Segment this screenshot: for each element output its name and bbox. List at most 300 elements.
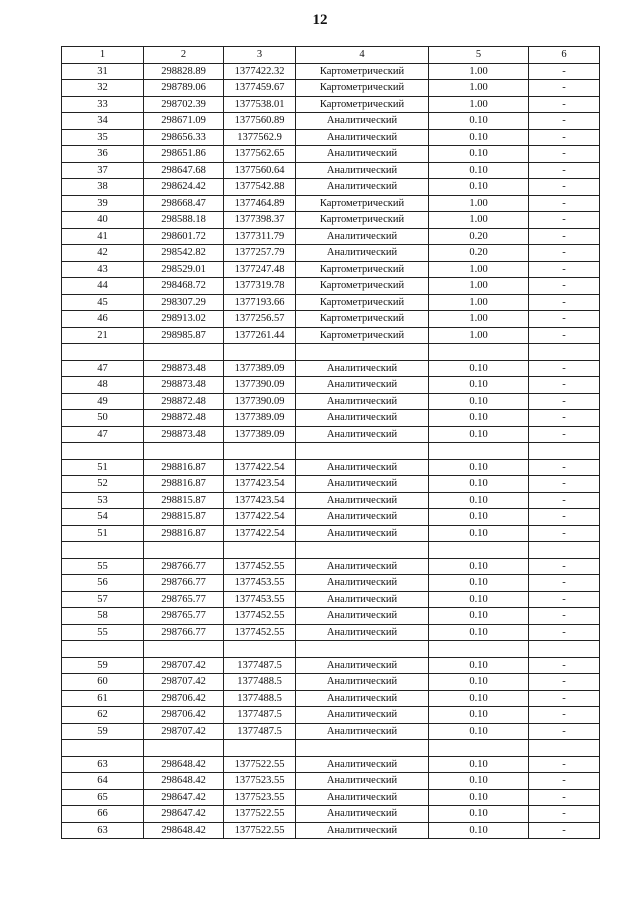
table-cell: 0.10	[429, 690, 529, 707]
table-cell: 0.10	[429, 426, 529, 443]
table-cell	[529, 542, 600, 559]
table-header-row	[62, 47, 600, 64]
table-cell: Аналитический	[296, 756, 429, 773]
table-row	[62, 608, 600, 625]
table-cell: 35	[62, 129, 144, 146]
table-cell: 1377452.55	[224, 558, 296, 575]
table-cell: 56	[62, 575, 144, 592]
table-cell: Аналитический	[296, 146, 429, 163]
table-cell: Картометрический	[296, 80, 429, 97]
table-row	[62, 113, 600, 130]
page-number: 12	[312, 12, 328, 28]
table-row	[62, 657, 600, 674]
table-cell: 1377422.32	[224, 63, 296, 80]
table-cell: Аналитический	[296, 476, 429, 493]
table-cell: 298828.89	[144, 63, 224, 80]
table-cell: 52	[62, 476, 144, 493]
table-cell: 31	[62, 63, 144, 80]
table-cell: 298668.47	[144, 195, 224, 212]
table-row	[62, 146, 600, 163]
table-cell: 298766.77	[144, 558, 224, 575]
table-cell: Картометрический	[296, 327, 429, 344]
table-cell: Аналитический	[296, 558, 429, 575]
table-cell	[224, 443, 296, 460]
table-row	[62, 525, 600, 542]
table-cell: 1377398.37	[224, 212, 296, 229]
table-cell: 298651.86	[144, 146, 224, 163]
table-cell: -	[529, 773, 600, 790]
table-cell: 64	[62, 773, 144, 790]
table-row	[62, 674, 600, 691]
table-cell: 298816.87	[144, 459, 224, 476]
table-cell: 60	[62, 674, 144, 691]
table-cell: Аналитический	[296, 773, 429, 790]
table-cell: 298789.06	[144, 80, 224, 97]
table-cell: -	[529, 525, 600, 542]
table-row	[62, 476, 600, 493]
table-cell: 1377560.64	[224, 162, 296, 179]
table-cell: 1.00	[429, 212, 529, 229]
table-cell: -	[529, 674, 600, 691]
table-cell: 59	[62, 723, 144, 740]
table-cell: 1377193.66	[224, 294, 296, 311]
table-cell: 1377452.55	[224, 608, 296, 625]
table-row	[62, 591, 600, 608]
table-cell	[224, 344, 296, 361]
table-row	[62, 212, 600, 229]
table-row	[62, 80, 600, 97]
table-cell: -	[529, 212, 600, 229]
table-cell: -	[529, 195, 600, 212]
table-cell: 0.10	[429, 146, 529, 163]
table-cell: Аналитический	[296, 789, 429, 806]
table-cell: 41	[62, 228, 144, 245]
table-cell	[62, 344, 144, 361]
table-cell	[529, 344, 600, 361]
table-cell: 1377319.78	[224, 278, 296, 295]
table-cell	[144, 542, 224, 559]
table-cell	[529, 443, 600, 460]
table-cell: 0.10	[429, 360, 529, 377]
table-cell	[429, 641, 529, 658]
table-cell: 298707.42	[144, 723, 224, 740]
table-cell: 1377422.54	[224, 459, 296, 476]
table-cell: 0.10	[429, 789, 529, 806]
table-row	[62, 740, 600, 757]
table-cell: 0.10	[429, 773, 529, 790]
table-row	[62, 63, 600, 80]
table-row	[62, 410, 600, 427]
table-cell: 1.00	[429, 327, 529, 344]
table-row	[62, 360, 600, 377]
table-cell: 1.00	[429, 63, 529, 80]
table-cell: Картометрический	[296, 195, 429, 212]
table-cell: 0.20	[429, 245, 529, 262]
table-cell: -	[529, 806, 600, 823]
table-cell: 45	[62, 294, 144, 311]
table-cell: 1377452.55	[224, 624, 296, 641]
table-cell	[224, 641, 296, 658]
table-row	[62, 690, 600, 707]
table-cell: 32	[62, 80, 144, 97]
table-cell: 1377261.44	[224, 327, 296, 344]
table-cell: -	[529, 360, 600, 377]
table-cell: 62	[62, 707, 144, 724]
table-cell: 1377453.55	[224, 575, 296, 592]
table-cell	[429, 740, 529, 757]
table-cell: 0.10	[429, 393, 529, 410]
table-cell: 298648.42	[144, 756, 224, 773]
table-cell	[529, 740, 600, 757]
table-cell: -	[529, 393, 600, 410]
table-cell: 0.20	[429, 228, 529, 245]
table-cell: 298542.82	[144, 245, 224, 262]
table-cell: 47	[62, 360, 144, 377]
table-row	[62, 558, 600, 575]
table-cell: -	[529, 96, 600, 113]
table-cell: 298648.42	[144, 773, 224, 790]
table-row	[62, 311, 600, 328]
coordinates-table	[61, 46, 600, 839]
table-cell: -	[529, 459, 600, 476]
table-cell: 1377459.67	[224, 80, 296, 97]
table-cell: 53	[62, 492, 144, 509]
table-cell: 0.10	[429, 624, 529, 641]
table-cell	[62, 641, 144, 658]
table-cell: Аналитический	[296, 690, 429, 707]
table-cell: 298913.02	[144, 311, 224, 328]
table-cell: Аналитический	[296, 806, 429, 823]
table-cell: -	[529, 575, 600, 592]
table-cell: -	[529, 822, 600, 839]
table-cell: 1377488.5	[224, 690, 296, 707]
table-cell: 0.10	[429, 657, 529, 674]
table-cell: -	[529, 80, 600, 97]
table-cell: 1.00	[429, 195, 529, 212]
table-cell: Картометрический	[296, 96, 429, 113]
table-cell: 298765.77	[144, 608, 224, 625]
table-cell: -	[529, 707, 600, 724]
table-cell: 43	[62, 261, 144, 278]
table-cell: 47	[62, 426, 144, 443]
table-row	[62, 575, 600, 592]
table-cell: 50	[62, 410, 144, 427]
table-cell: Аналитический	[296, 360, 429, 377]
column-header: 5	[429, 47, 529, 64]
table-row	[62, 179, 600, 196]
table-cell: 298766.77	[144, 575, 224, 592]
table-cell: 1377562.9	[224, 129, 296, 146]
table-cell: 42	[62, 245, 144, 262]
table-cell: 298707.42	[144, 657, 224, 674]
table-cell: 298815.87	[144, 509, 224, 526]
table-cell: Аналитический	[296, 492, 429, 509]
table-cell: -	[529, 377, 600, 394]
table-cell: 298706.42	[144, 690, 224, 707]
table-row	[62, 641, 600, 658]
table-cell: 1377523.55	[224, 773, 296, 790]
table-cell: 0.10	[429, 822, 529, 839]
table-cell: Аналитический	[296, 674, 429, 691]
table-cell: Аналитический	[296, 624, 429, 641]
table-cell: -	[529, 245, 600, 262]
table-cell	[429, 542, 529, 559]
table-cell: 1377522.55	[224, 822, 296, 839]
table-cell: 1377389.09	[224, 410, 296, 427]
table-cell: 1377390.09	[224, 377, 296, 394]
table-row	[62, 624, 600, 641]
table-cell: 0.10	[429, 113, 529, 130]
table-cell: 33	[62, 96, 144, 113]
table-cell: Аналитический	[296, 707, 429, 724]
table-row	[62, 723, 600, 740]
table-cell: 0.10	[429, 756, 529, 773]
table-cell: -	[529, 591, 600, 608]
table-cell: -	[529, 294, 600, 311]
table-cell: -	[529, 228, 600, 245]
table-cell	[296, 443, 429, 460]
table-cell	[296, 542, 429, 559]
table-row	[62, 294, 600, 311]
table-cell: 298815.87	[144, 492, 224, 509]
table-cell: 21	[62, 327, 144, 344]
table-cell: 1377422.54	[224, 525, 296, 542]
table-row	[62, 129, 600, 146]
table-cell: 55	[62, 558, 144, 575]
table-cell: -	[529, 162, 600, 179]
table-cell: 1377423.54	[224, 492, 296, 509]
table-row	[62, 443, 600, 460]
table-cell: 1377389.09	[224, 426, 296, 443]
table-cell: Картометрический	[296, 278, 429, 295]
table-cell: 59	[62, 657, 144, 674]
table-cell: -	[529, 146, 600, 163]
table-cell	[144, 344, 224, 361]
table-cell: Аналитический	[296, 410, 429, 427]
table-cell	[296, 641, 429, 658]
table-row	[62, 245, 600, 262]
table-cell: 58	[62, 608, 144, 625]
table-cell: -	[529, 657, 600, 674]
table-cell: 0.10	[429, 410, 529, 427]
table-cell: 0.10	[429, 179, 529, 196]
table-cell: 298872.48	[144, 410, 224, 427]
table-row	[62, 393, 600, 410]
table-row	[62, 96, 600, 113]
table-row	[62, 542, 600, 559]
table-cell: 39	[62, 195, 144, 212]
table-cell: 34	[62, 113, 144, 130]
table-cell: 298307.29	[144, 294, 224, 311]
table-cell: 0.10	[429, 806, 529, 823]
table-cell: Аналитический	[296, 113, 429, 130]
table-cell: 1377389.09	[224, 360, 296, 377]
table-cell: 1.00	[429, 261, 529, 278]
table-cell: 0.10	[429, 723, 529, 740]
table-row	[62, 162, 600, 179]
table-cell: -	[529, 410, 600, 427]
table-cell: 54	[62, 509, 144, 526]
table-cell: Аналитический	[296, 245, 429, 262]
table-cell: 1.00	[429, 80, 529, 97]
table-row	[62, 459, 600, 476]
table-cell: 63	[62, 756, 144, 773]
table-cell: 0.10	[429, 608, 529, 625]
table-cell: -	[529, 756, 600, 773]
table-cell: -	[529, 509, 600, 526]
table-cell: Аналитический	[296, 228, 429, 245]
table-cell: -	[529, 327, 600, 344]
table-cell: 40	[62, 212, 144, 229]
table-cell: Аналитический	[296, 657, 429, 674]
table-cell: -	[529, 129, 600, 146]
table-cell: 0.10	[429, 162, 529, 179]
table-cell: 0.10	[429, 525, 529, 542]
table-cell: 0.10	[429, 558, 529, 575]
table-cell: Картометрический	[296, 294, 429, 311]
table-cell: 298671.09	[144, 113, 224, 130]
table-row	[62, 228, 600, 245]
table-cell: Картометрический	[296, 63, 429, 80]
table-cell: Аналитический	[296, 162, 429, 179]
table-cell: Аналитический	[296, 575, 429, 592]
table-row	[62, 756, 600, 773]
table-cell: -	[529, 690, 600, 707]
table-cell: 1377422.54	[224, 509, 296, 526]
table-cell: 1377487.5	[224, 723, 296, 740]
table-row	[62, 344, 600, 361]
table-cell: 298656.33	[144, 129, 224, 146]
table-cell: -	[529, 624, 600, 641]
table-cell: Аналитический	[296, 509, 429, 526]
table-cell: 1.00	[429, 278, 529, 295]
table-cell: -	[529, 311, 600, 328]
table-cell: 0.10	[429, 707, 529, 724]
table-cell: 55	[62, 624, 144, 641]
table-cell: -	[529, 558, 600, 575]
table-cell	[224, 740, 296, 757]
table-cell: 298873.48	[144, 377, 224, 394]
table-cell: 0.10	[429, 509, 529, 526]
table-cell: 1.00	[429, 96, 529, 113]
table-cell: 1377562.65	[224, 146, 296, 163]
table-cell: 0.10	[429, 129, 529, 146]
table-cell: -	[529, 789, 600, 806]
table-cell: -	[529, 113, 600, 130]
table-cell: 298707.42	[144, 674, 224, 691]
column-header: 2	[144, 47, 224, 64]
table-cell: 0.10	[429, 476, 529, 493]
table-cell: Картометрический	[296, 212, 429, 229]
table-cell: 36	[62, 146, 144, 163]
table-cell: 1.00	[429, 294, 529, 311]
table-cell: 298468.72	[144, 278, 224, 295]
table-cell: 1377538.01	[224, 96, 296, 113]
table-cell: 1377523.55	[224, 789, 296, 806]
table-body	[62, 63, 600, 839]
table-cell: 298706.42	[144, 707, 224, 724]
table-cell: 44	[62, 278, 144, 295]
table-cell: 298816.87	[144, 476, 224, 493]
table-row	[62, 822, 600, 839]
table-cell: Аналитический	[296, 459, 429, 476]
table-cell: 298872.48	[144, 393, 224, 410]
table-cell: Аналитический	[296, 608, 429, 625]
table-cell: 1377542.88	[224, 179, 296, 196]
table-cell: 298648.42	[144, 822, 224, 839]
table-cell: 298647.68	[144, 162, 224, 179]
table-row	[62, 278, 600, 295]
table-cell: -	[529, 179, 600, 196]
table-cell: 298765.77	[144, 591, 224, 608]
table-cell: Картометрический	[296, 311, 429, 328]
table-cell: Аналитический	[296, 723, 429, 740]
table-cell: 51	[62, 459, 144, 476]
table-cell: -	[529, 261, 600, 278]
table-cell: 1.00	[429, 311, 529, 328]
table-cell: 1377453.55	[224, 591, 296, 608]
table-cell: 0.10	[429, 674, 529, 691]
table-cell: 38	[62, 179, 144, 196]
column-header: 6	[529, 47, 600, 64]
table-cell	[144, 443, 224, 460]
table-row	[62, 426, 600, 443]
table-row	[62, 806, 600, 823]
column-header: 1	[62, 47, 144, 64]
table-cell	[429, 344, 529, 361]
table-cell: 1377560.89	[224, 113, 296, 130]
table-cell: 65	[62, 789, 144, 806]
table-cell: 1377464.89	[224, 195, 296, 212]
table-cell: Аналитический	[296, 377, 429, 394]
table-cell: 298624.42	[144, 179, 224, 196]
table-cell: -	[529, 63, 600, 80]
table-cell	[62, 740, 144, 757]
table-cell	[144, 641, 224, 658]
table-cell: 61	[62, 690, 144, 707]
table-cell: -	[529, 608, 600, 625]
table-row	[62, 492, 600, 509]
table-cell: 51	[62, 525, 144, 542]
table-row	[62, 261, 600, 278]
table-cell: 1377257.79	[224, 245, 296, 262]
table-cell: Аналитический	[296, 525, 429, 542]
table-cell: 1377522.55	[224, 806, 296, 823]
table-cell	[296, 344, 429, 361]
table-row	[62, 707, 600, 724]
table-cell: 1377256.57	[224, 311, 296, 328]
column-header: 3	[224, 47, 296, 64]
table-cell	[224, 542, 296, 559]
table-cell: 298702.39	[144, 96, 224, 113]
table-cell: 298529.01	[144, 261, 224, 278]
table-cell: 37	[62, 162, 144, 179]
table-cell: -	[529, 278, 600, 295]
table-cell: 46	[62, 311, 144, 328]
table-row	[62, 509, 600, 526]
table-cell: 1377488.5	[224, 674, 296, 691]
table-cell: 298873.48	[144, 426, 224, 443]
table-cell: 298766.77	[144, 624, 224, 641]
table-cell	[62, 542, 144, 559]
table-cell: 298985.87	[144, 327, 224, 344]
table-cell: 298647.42	[144, 789, 224, 806]
table-cell: Картометрический	[296, 261, 429, 278]
table-cell: 0.10	[429, 459, 529, 476]
table-row	[62, 789, 600, 806]
table-cell: Аналитический	[296, 393, 429, 410]
table-cell: 0.10	[429, 377, 529, 394]
